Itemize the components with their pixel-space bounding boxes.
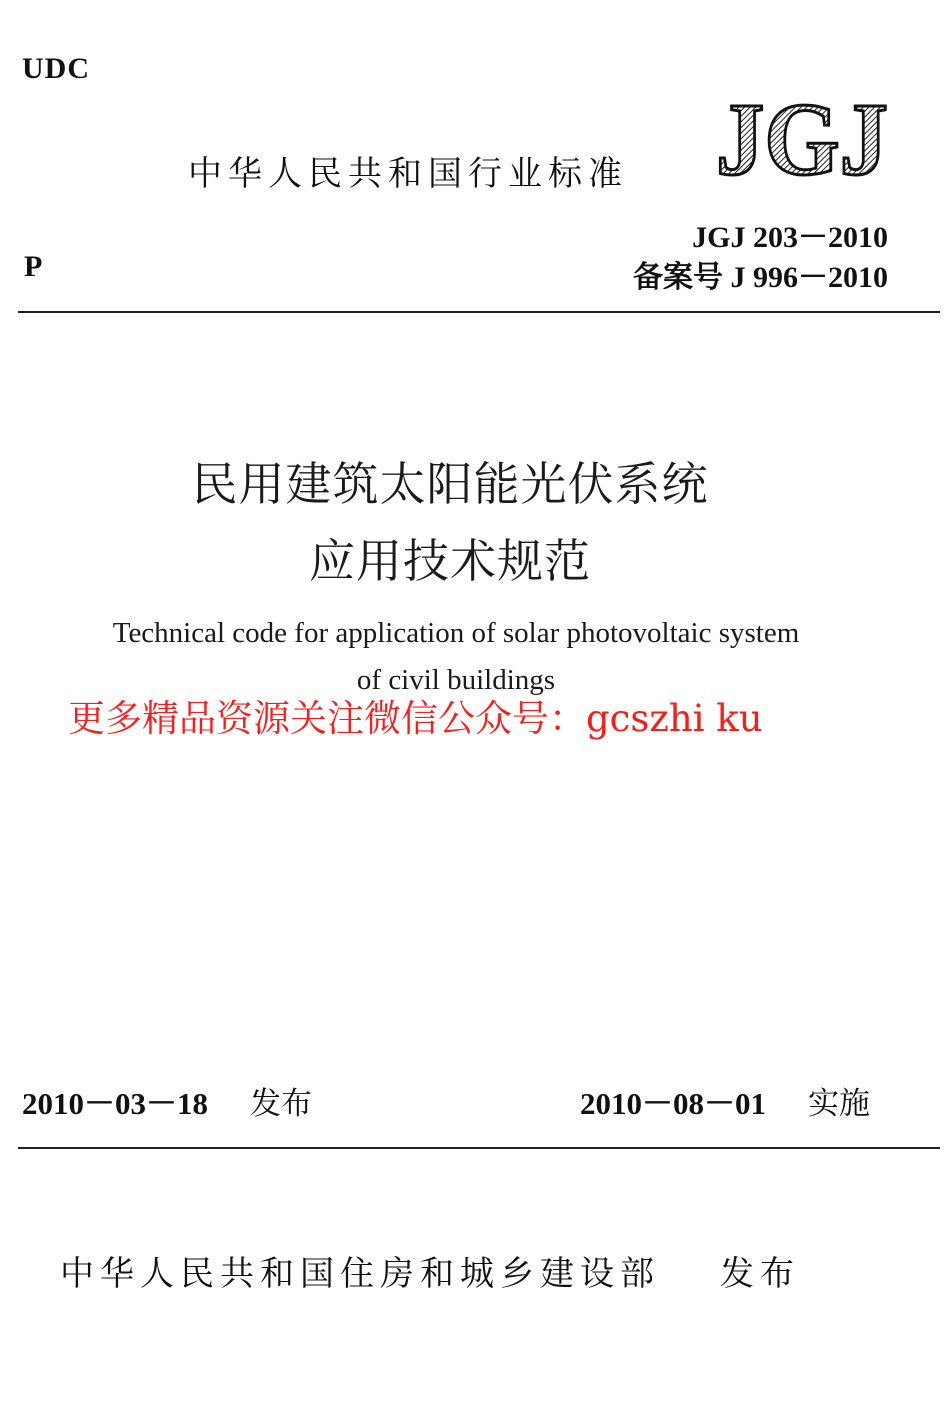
udc-label: UDC	[22, 52, 90, 85]
publish-label: 发布	[250, 1086, 312, 1122]
jgj-logo	[712, 88, 892, 184]
classification-code: P	[24, 250, 43, 283]
watermark-text: 更多精品资源关注微信公众号：gcszhi ku	[68, 697, 763, 740]
effective-date-block	[580, 1078, 870, 1123]
title-line-2: 应用技术规范	[309, 534, 591, 588]
bottom-divider	[18, 1147, 940, 1149]
industry-standard-heading: 中华人民共和国行业标准	[188, 154, 628, 194]
publish-date-block	[22, 1078, 312, 1123]
publisher-name: 中华人民共和国住房和城乡建设部	[60, 1254, 660, 1294]
jgj-logo-text: JGJ	[716, 88, 888, 184]
effective-date: 2010－08－01	[580, 1086, 766, 1121]
title-line-1: 民用建筑太阳能光伏系统	[191, 457, 709, 511]
record-number: 备案号 J 996－2010	[633, 261, 888, 294]
publish-date: 2010－03－18	[22, 1086, 208, 1121]
top-divider	[18, 311, 940, 313]
english-title-line-2: of civil buildings	[356, 664, 556, 696]
effective-label: 实施	[808, 1086, 870, 1122]
publisher-line	[60, 1246, 800, 1295]
publisher-action: 发布	[720, 1254, 800, 1294]
standard-number: JGJ 203－2010	[692, 221, 888, 254]
english-title-line-1: Technical code for application of solar photovoltaic system	[112, 617, 800, 649]
